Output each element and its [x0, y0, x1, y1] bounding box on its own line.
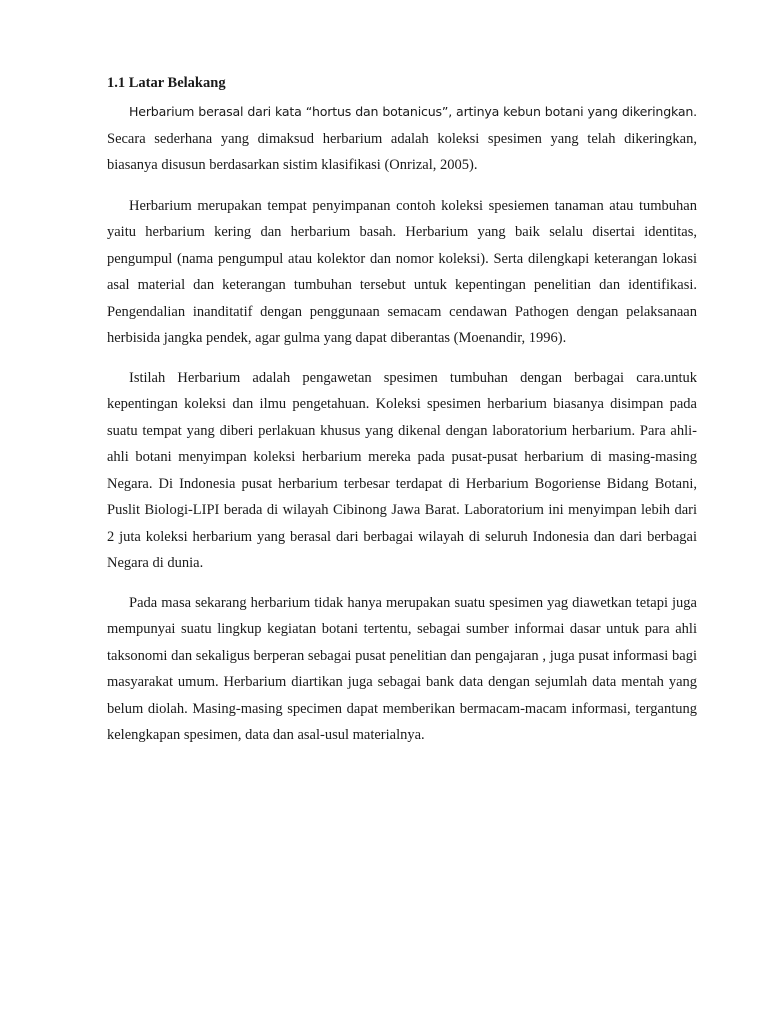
- paragraph-4: Pada masa sekarang herbarium tidak hanya merupakan suatu spesimen yag diawetkan tetapi juga mempunyai suatu lingkup kegiatan botani tertentu, sebagai sumber informai dasar untuk para ahli taksonomi dan sekaligus berperan sebagai pusat penelitian dan pengajaran , juga pusat informasi bagi masyarakat umum. Herbarium diartikan juga sebagai bank data dengan sejumlah data mentah yang belum diolah. Masing-masing specimen dapat memberikan bermacam-macam informasi, tergantung kelengkapan spesimen, data dan asal-usul materialnya.: [107, 594, 697, 743]
- paragraph-1-text: Secara sederhana yang dimaksud herbarium adalah koleksi spesimen yang telah dikeringkan, biasanya disusun berdasarkan sistim klasifikasi (Onrizal, 2005).: [107, 130, 697, 173]
- section-heading: 1.1 Latar Belakang: [107, 75, 226, 91]
- paragraph-3: Istilah Herbarium adalah pengawetan spesimen tumbuhan dengan berbagai cara.untuk kepentingan koleksi dan ilmu pengetahuan. Koleksi spesimen herbarium biasanya disimpan pada suatu tempat yang diberi perlakuan khusus yang dikenal dengan laboratorium herbarium. Para ahli-ahli botani menyimpan koleksi herbarium mereka pada pusat-pusat herbarium di masing-masing Negara. Di Indonesia pusat herbarium terbesar terdapat di Herbarium Bogoriense Bidang Botani, Puslit Biologi-LIPI berada di wilayah Cibinong Jawa Barat. Laboratorium ini menyimpan lebih dari 2 juta koleksi herbarium yang berasal dari berbagai wilayah di seluruh Indonesia dan dari berbagai Negara di dunia.: [107, 369, 697, 571]
- paragraph-1-lead: Herbarium berasal dari kata “hortus dan botanicus”, artinya kebun botani yang dikeringkan.: [129, 104, 697, 119]
- paragraph-2: Herbarium merupakan tempat penyimpanan contoh koleksi spesiemen tanaman atau tumbuhan yaitu herbarium kering dan herbarium basah. Herbarium yang baik selalu disertai identitas, pengumpul (nama pengumpul atau kolektor dan nomor koleksi). Serta dilengkapi keterangan lokasi asal material dan keterangan tumbuhan tersebut untuk kepentingan penelitian dan identifikasi. Pengendalian inanditatif dengan penggunaan semacam cendawan Pathogen dengan pelaksanaan herbisida jangka pendek, agar gulma yang dapat diberantas (Moenandir, 1996).: [107, 197, 697, 346]
- document-page: [107, 70, 697, 762]
- paragraph-1: [107, 99, 697, 179]
